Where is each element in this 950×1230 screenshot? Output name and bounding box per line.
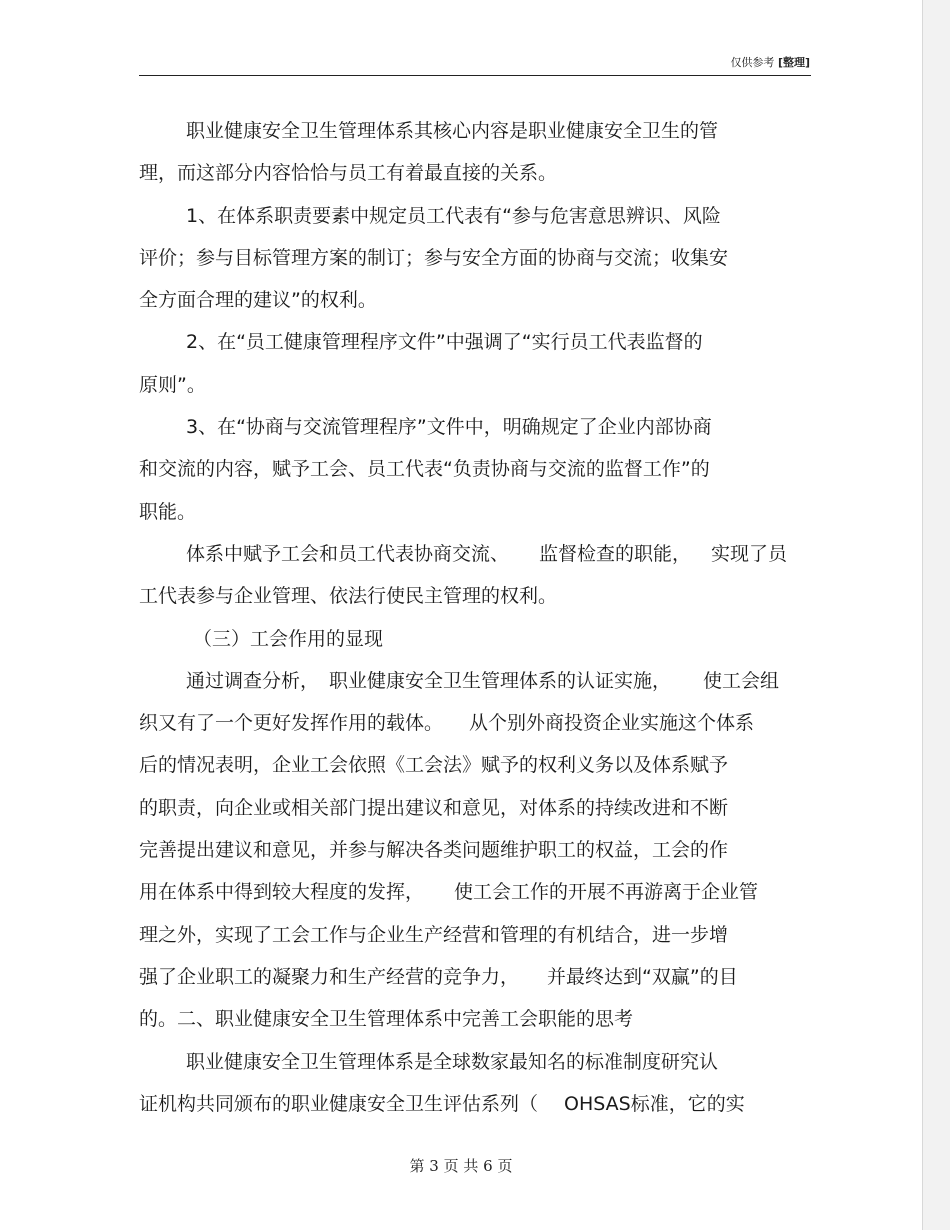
text-segment: 使工会工作的开展不再游离于企业管	[454, 881, 759, 904]
text-line: 完善提出建议和意见，并参与解决各类问题维护职工的权益，工会的作	[139, 839, 729, 862]
text-line	[139, 956, 809, 998]
text-line: 的职责，向企业或相关部门提出建议和意见，对体系的持续改进和不断	[139, 796, 729, 819]
text-line: 和交流的内容，赋予工会、员工代表“负责协商与交流的监督工作”的	[139, 458, 710, 481]
text-segment: 用在体系中得到较大程度的发挥，	[139, 881, 425, 904]
header-divider	[139, 75, 811, 76]
text-line	[139, 871, 809, 913]
text-segment: 体系中赋予工会和员工代表协商交流、	[186, 542, 510, 565]
text-segment: 职业健康安全卫生管理体系的认证实施，	[329, 669, 672, 692]
text-line: 理，而这部分内容恰恰与员工有着最直接的关系。	[139, 162, 558, 185]
text-line: 理之外，实现了工会工作与企业生产经营和管理的有机结合，进一步增	[139, 923, 729, 946]
page-footer	[0, 1155, 922, 1176]
text-line: 职能。	[139, 500, 197, 523]
text-line: 2、在“员工健康管理程序文件”中强调了“实行员工代表监督的	[186, 331, 703, 354]
footer-total-pages: 6	[483, 1157, 493, 1175]
text-line: 原则”。	[139, 373, 206, 396]
text-segment: 实现了员	[711, 542, 788, 565]
text-line	[139, 1083, 809, 1125]
text-line: 3、在“协商与交流管理程序”文件中，明确规定了企业内部协商	[186, 416, 712, 439]
header-tag: [整理]	[777, 56, 810, 69]
text-segment: 从个别外商投资企业实施这个体系	[469, 712, 755, 735]
footer-suffix: 页	[497, 1157, 513, 1175]
header-label: 仅供参考	[730, 56, 775, 69]
text-line: 全方面合理的建议”的权利。	[139, 289, 377, 312]
text-segment: 织又有了一个更好发挥作用的载体。	[139, 712, 444, 735]
text-line: 职业健康安全卫生管理体系其核心内容是职业健康安全卫生的管	[186, 120, 719, 142]
text-segment: OHSAS标准，它的实	[564, 1092, 745, 1115]
text-line	[139, 660, 809, 702]
text-line: 工代表参与企业管理、依法行使民主管理的权利。	[139, 585, 558, 608]
text-segment: 通过调查分析，	[186, 669, 320, 692]
text-segment: 使工会组	[703, 669, 780, 692]
document-body	[139, 110, 809, 1125]
text-segment: 强了企业职工的凝聚力和生产经营的竞争力，	[139, 965, 520, 988]
text-segment: 并最终达到“双赢”的目	[547, 965, 738, 988]
footer-middle: 页 共	[443, 1157, 479, 1175]
text-line: 评价；参与目标管理方案的制订；参与安全方面的协商与交流；收集安	[139, 246, 729, 269]
text-line	[139, 533, 809, 575]
footer-current-page: 3	[429, 1157, 439, 1175]
section-heading: （三）工会作用的显现	[193, 627, 384, 650]
text-line: 后的情况表明，企业工会依照《工会法》赋予的权利义务以及体系赋予	[139, 754, 729, 777]
footer-prefix: 第	[409, 1157, 425, 1175]
text-line: 的。二、职业健康安全卫生管理体系中完善工会职能的思考	[139, 1008, 634, 1031]
text-segment: 证机构共同颁布的职业健康安全卫生评估系列（	[139, 1092, 539, 1115]
page-edge	[922, 0, 950, 1230]
text-line: 1、在体系职责要素中规定员工代表有“参与危害意思辨识、风险	[186, 204, 721, 227]
text-segment: 监督检查的职能，	[539, 542, 692, 565]
text-line	[139, 702, 809, 744]
text-line: 职业健康安全卫生管理体系是全球数家最知名的标准制度研究认	[186, 1050, 719, 1073]
page-header	[730, 54, 810, 70]
